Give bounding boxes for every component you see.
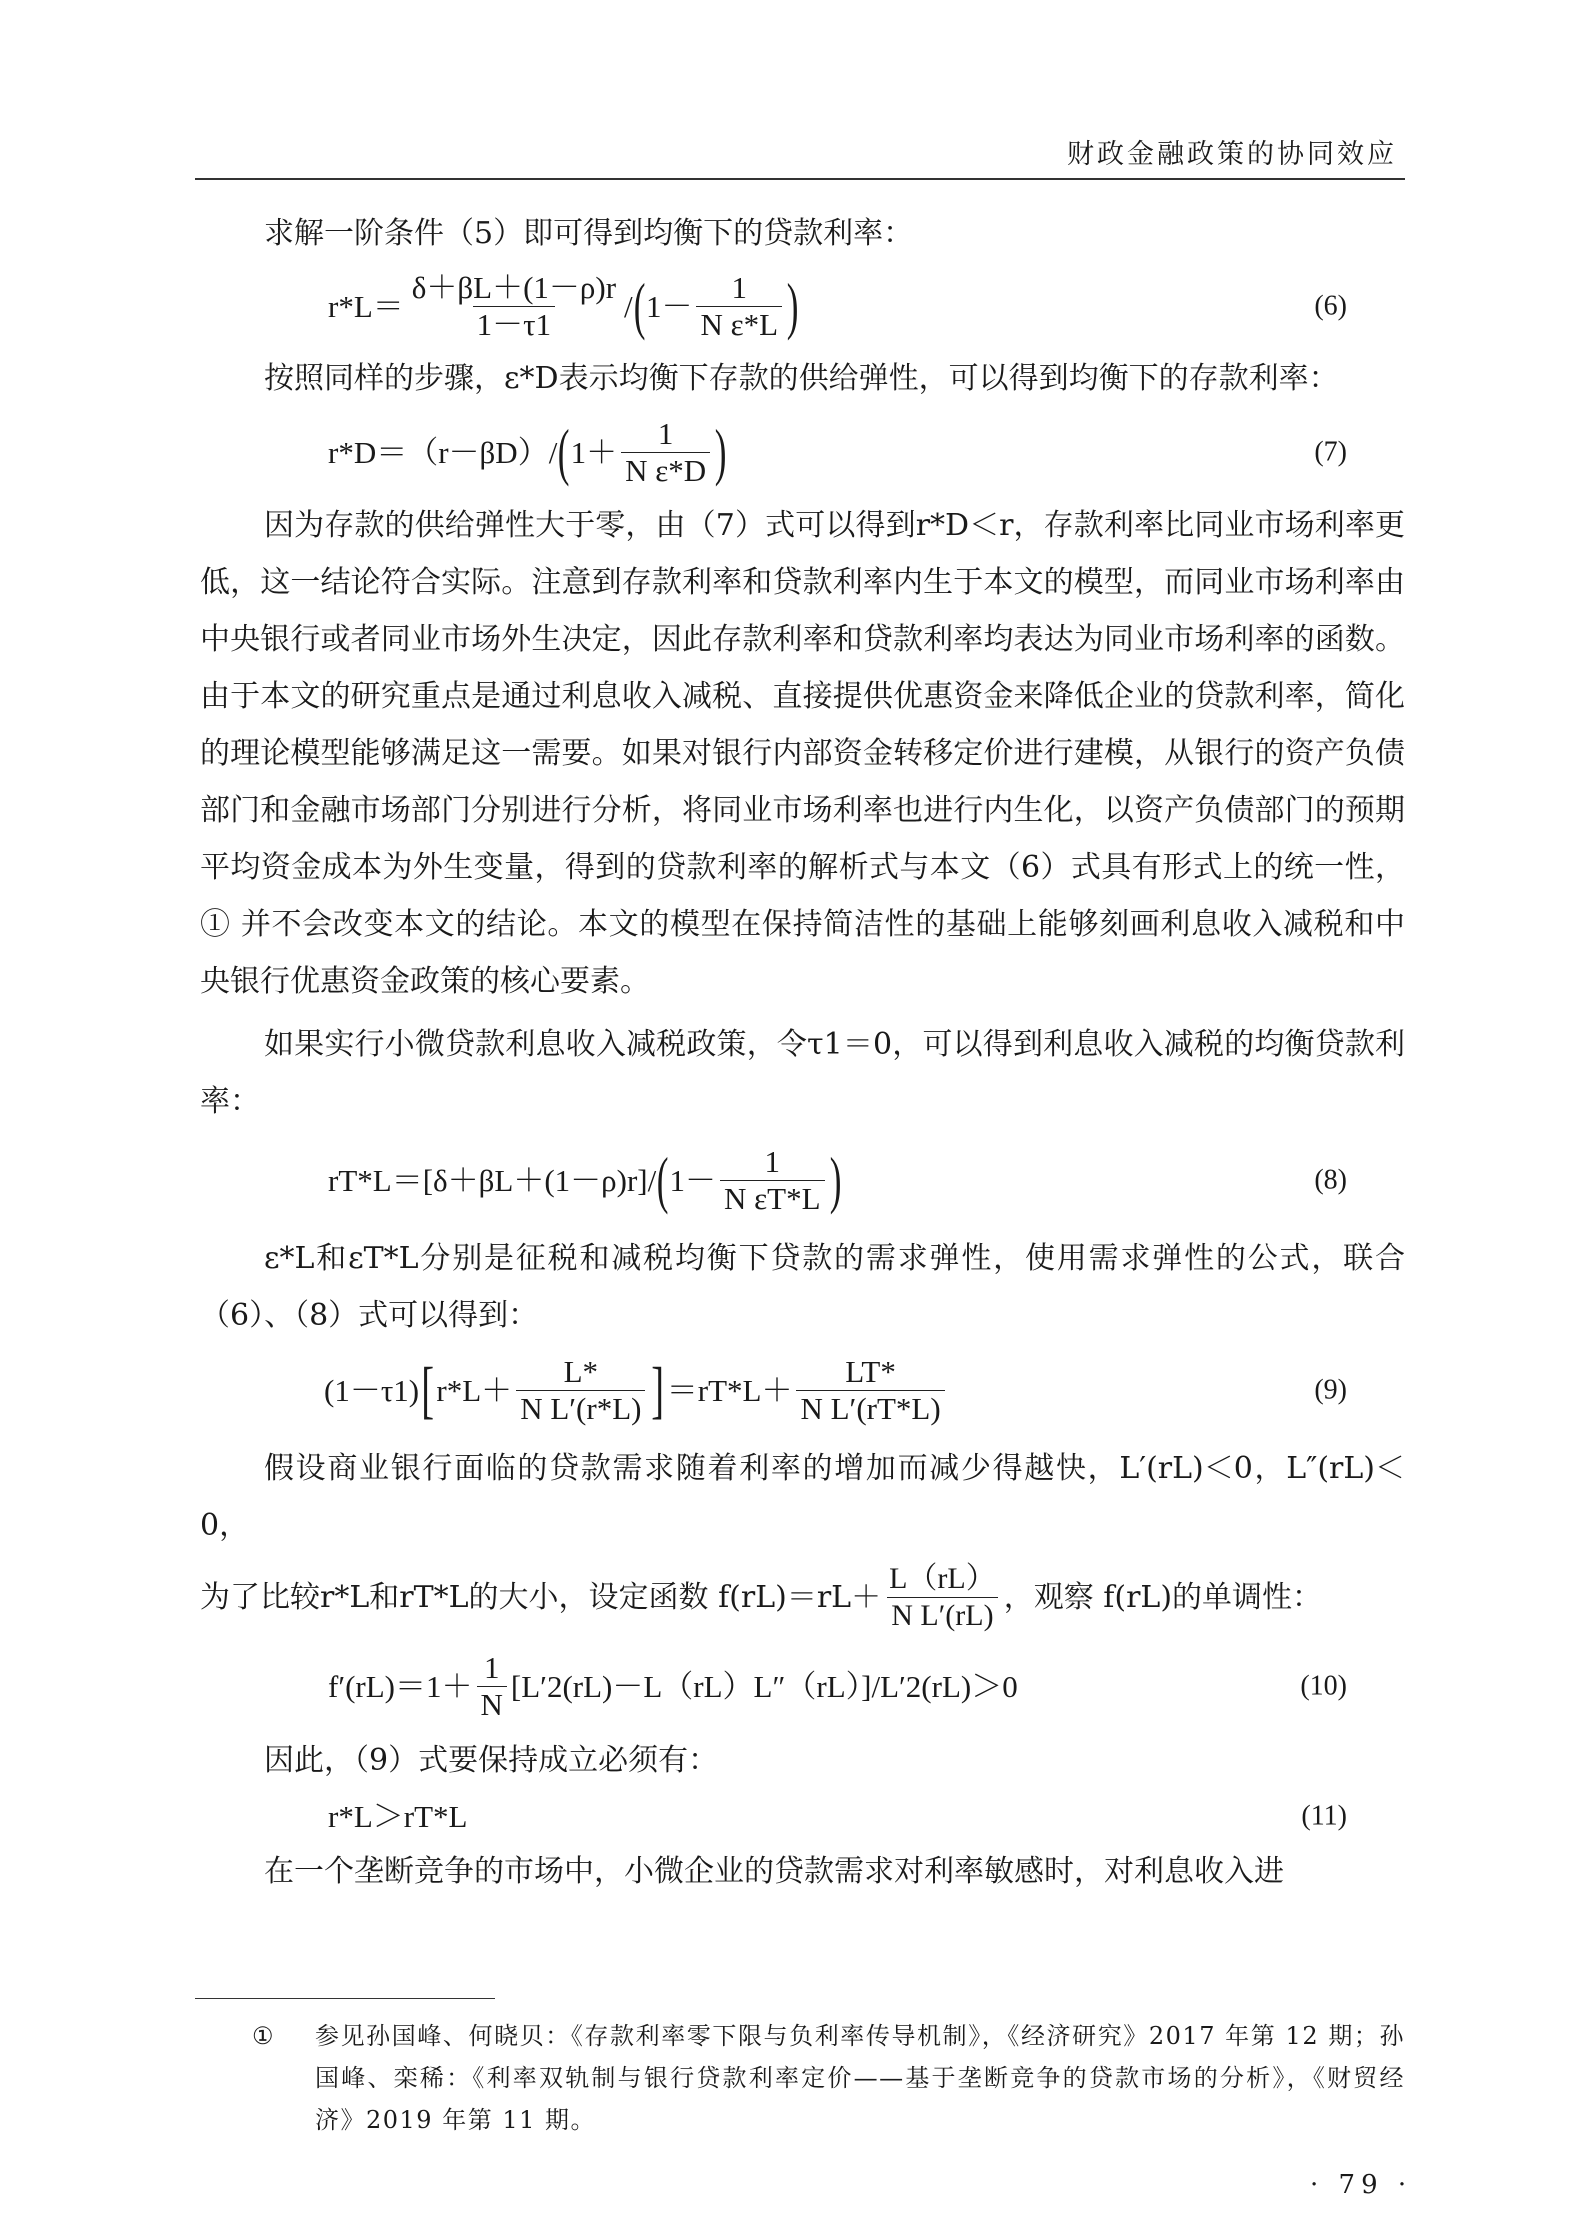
left-paren: ( [558,416,570,487]
paragraph-4: 如果实行小微贷款利息收入减税政策，令τ1＝0，可以得到利息收入减税的均衡贷款利率： [200,1027,1405,1119]
equation-6: r*L＝ $\frac{\delta+\beta L+(1-\rho)r}{1-\tau 1}$ / ( 1－ $\frac{1}{\text{N ε*L}}$ ) (6) [328,269,1347,342]
footnote-divider [195,1998,495,1999]
paragraph-6: 假设商业银行面临的贷款需求随着利率的增加而减少得越快，L′(rL)＜0，L″(rL)＜0， [200,1451,1405,1543]
fraction: $\frac{1}{N}$ [477,1650,507,1723]
fraction: $\frac{LT*}{\text{N L′(rT*L)}}$ [796,1354,944,1427]
paragraph-5: ε*L和εT*L分别是征税和减税均衡下贷款的需求弹性，使用需求弹性的公式，联合（6）、（8）式可以得到： [200,1241,1405,1333]
equation-number: (11) [1301,1800,1347,1832]
equation-number: (9) [1314,1374,1347,1406]
equation-8: rT*L＝[δ＋βL＋(1－ρ)r]/ ( 1－ $\frac{1}{\text{N εT*L}}$ ) (8) [328,1143,1347,1216]
footnote-marker: ① [252,2022,274,2050]
fraction: $\frac{1}{\text{N ε*D}}$ [621,416,710,489]
equation-number: (10) [1300,1670,1347,1702]
equation-11: r*L＞rT*L (11) [200,1789,1405,1843]
equation-number: (6) [1314,290,1347,322]
paragraph-8: 在一个垄断竞争的市场中，小微企业的贷款需求对利率敏感时，对利息收入进 [264,1854,1284,1889]
paragraph-3: 因为存款的供给弹性大于零，由（7）式可以得到r*D＜r，存款利率比同业市场利率更低，这一结论符合实际。注意到存款利率和贷款利率内生于本文的模型，而同业市场利率由中央银行或者同业市场外生决定，因此存款利率和贷款利率均表达为同业市场利率的函数。由于本文的研究重点是通过利息收入减税、直接提供优惠资金来降低企业的贷款利率，简化的理论模型能够满足这一需要。如果对银行内部资金转移定价进行建模，从银行的资产负债部门和金融市场部门分别进行分析，将同业市场利率也进行内生化，以资产负债部门的预期平均资金成本为外生变量，得到的贷款利率的解析式与本文（6）式具有形式上的统一性，① 并不会改变本文的结论。本文的模型在保持简洁性的基础上能够刻画利息收入减税和中央银行优惠资金政策的核心要素。 [200,508,1405,999]
fraction: $\frac{L(rL)}{\text{N L′(rL)}}$ [889,1561,996,1632]
running-header [195,126,1405,180]
paragraph-2: 按照同样的步骤，ε*D表示均衡下存款的供给弹性，可以得到均衡下的存款利率： [264,361,1339,396]
right-bracket: ] [651,1354,665,1425]
right-paren: ) [786,270,799,341]
paragraph-6-continued: 为了比较r*L和rT*L的大小，设定函数 f(rL)＝rL＋ $\frac{L(rL)}{\text{N L′(rL)}}$ ，观察 f(rL)的单调性： [200,1561,1323,1632]
paragraph-1: 求解一阶条件（5）即可得到均衡下的贷款利率： [264,216,914,251]
equation-number: (7) [1314,436,1347,468]
footnote [195,2015,1405,2141]
main-text [200,205,1405,1900]
equation-number: (8) [1314,1164,1347,1196]
fraction: $\frac{L*}{\text{N L′(r*L)}}$ [516,1354,645,1427]
right-paren: ) [829,1144,842,1215]
fraction: $\frac{\delta+\beta L+(1-\rho)r}{1-\tau 1}$ [411,269,617,342]
fraction: $\frac{1}{\text{N ε*L}}$ [696,270,782,343]
equation-7: r*D＝（r－βD）/ ( 1＋ $\frac{1}{\text{N ε*D}}$ ) (7) [328,415,1347,488]
running-title: 财政金融政策的协同效应 [1067,139,1397,170]
right-paren: ) [714,416,727,487]
page-number: · 79 · [1310,2170,1413,2200]
paragraph-7: 因此，（9）式要保持成立必须有： [264,1743,719,1778]
left-bracket: [ [421,1354,435,1425]
footnote-text: 参见孙国峰、何晓贝：《存款利率零下限与负利率传导机制》，《经济研究》2017 年第 12 期；孙国峰、栾稀：《利率双轨制与银行贷款利率定价——基于垄断竞争的贷款市场的分析》，《财贸经济》2019 年第 11 期。 [315,2022,1405,2134]
fraction: $\frac{1}{\text{N εT*L}}$ [720,1144,825,1217]
left-paren: ( [633,270,646,341]
left-paren: ( [657,1144,669,1215]
equation-10: f′(rL)＝1＋ $\frac{1}{N}$ [L′2(rL)－L（rL）L″（rL）]/L′2(rL)＞0 (10) [328,1649,1347,1722]
equation-9: (1－τ1) [ r*L＋ $\frac{L*}{\text{N L′(r*L)}}$ ] ＝rT*L＋ $\frac{LT*}{\text{N L′(rT*L)}}$ (9) [324,1353,1347,1426]
